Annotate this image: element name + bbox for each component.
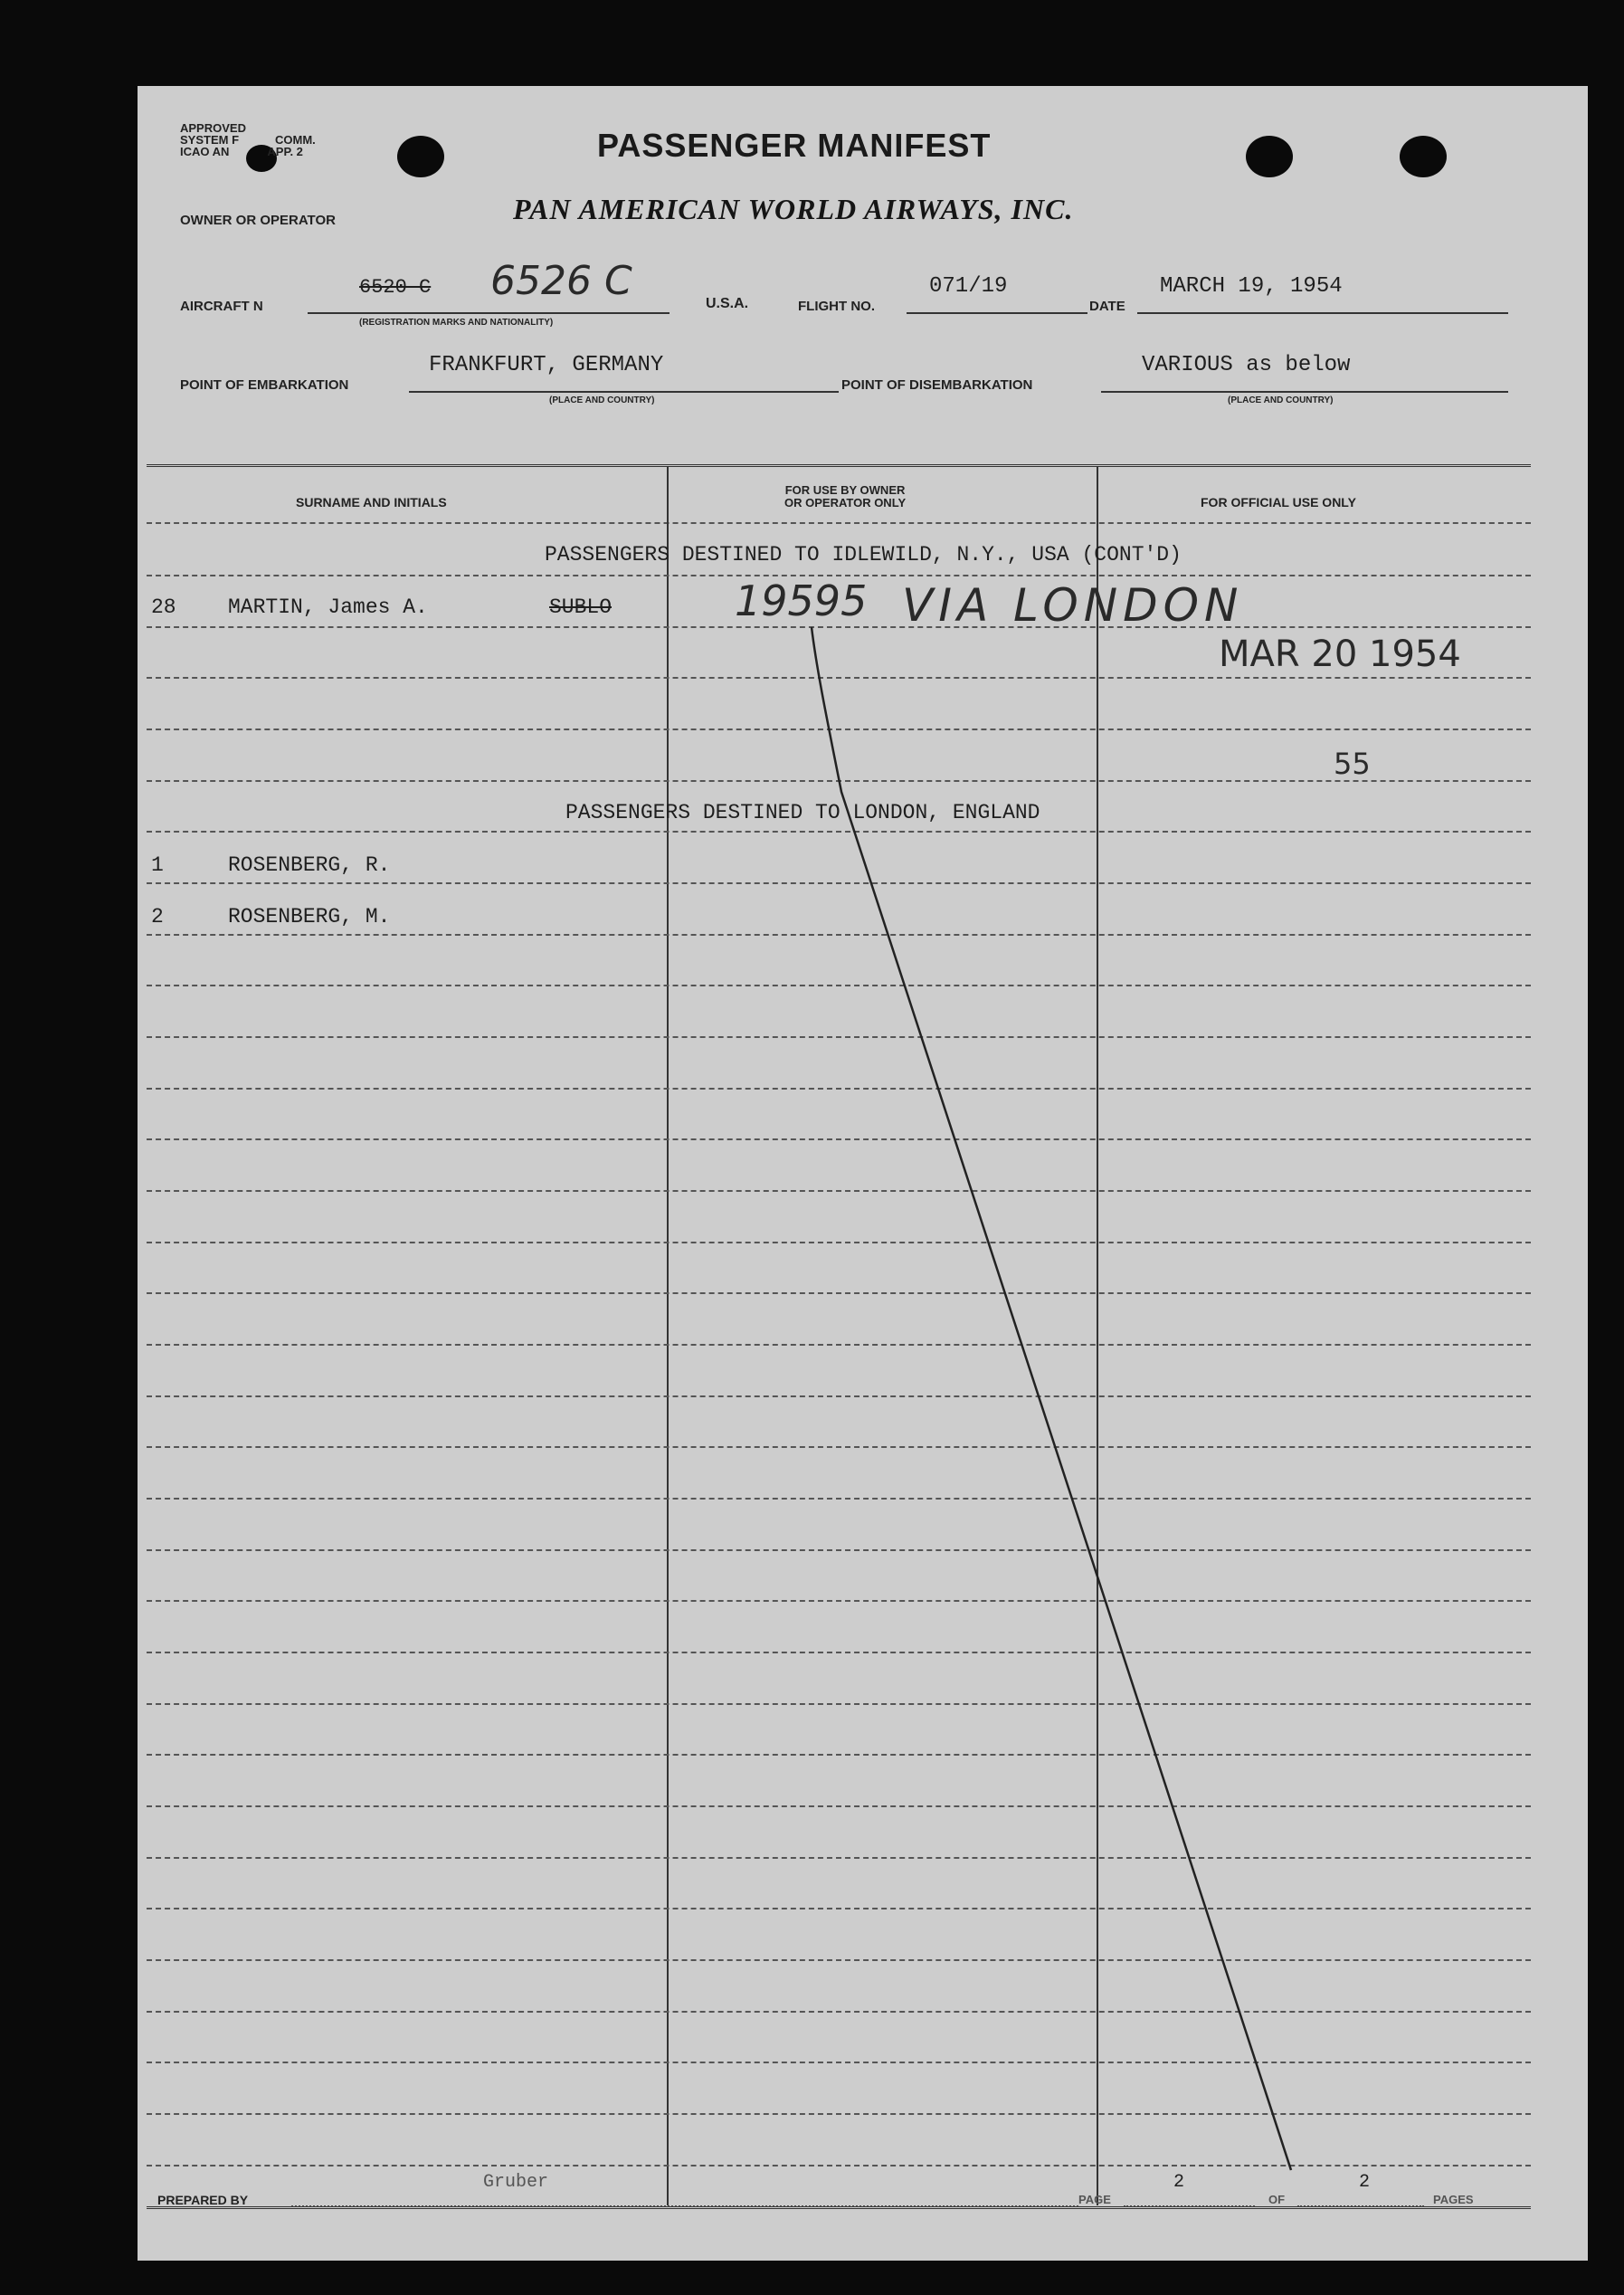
approval-line: SYSTEM F	[180, 133, 240, 147]
approval-line: COMM.	[275, 133, 316, 147]
embark-label: POINT OF EMBARKATION	[180, 377, 349, 393]
registration-caption: (REGISTRATION MARKS AND NATIONALITY)	[359, 318, 554, 328]
approval-line: APPROVED	[180, 121, 246, 135]
section-heading: PASSENGERS DESTINED TO IDLEWILD, N.Y., USA (CONT'D)	[545, 543, 1182, 567]
flight-value: 071/19	[929, 274, 1008, 299]
usa-label: U.S.A.	[706, 296, 749, 311]
of-value: 2	[1359, 2172, 1371, 2193]
prepared-value: Gruber	[483, 2172, 549, 2193]
pen-stroke	[138, 86, 1588, 2261]
column-header-owner-use-line: OR OPERATOR ONLY	[784, 496, 907, 509]
passenger-number: 1	[151, 853, 164, 877]
page-line	[1124, 2205, 1255, 2207]
date-label: DATE	[1089, 299, 1125, 314]
flight-label: FLIGHT NO.	[798, 299, 875, 314]
owner-value: PAN AMERICAN WORLD AIRWAYS, INC.	[513, 193, 1074, 225]
embark-value: FRANKFURT, GERMANY	[429, 353, 664, 377]
approval-line: APP. 2	[267, 145, 303, 158]
section-heading: PASSENGERS DESTINED TO LONDON, ENGLAND	[565, 801, 1040, 824]
passenger-struck-note: SUBLO	[549, 595, 613, 619]
disembark-value: VARIOUS as below	[1142, 353, 1351, 377]
passenger-number: 2	[151, 905, 164, 928]
owner-label: OWNER OR OPERATOR	[180, 213, 336, 228]
handwritten-number: 19595	[735, 576, 868, 625]
stamp-number: 55	[1334, 747, 1371, 781]
date-value: MARCH 19, 1954	[1160, 274, 1343, 299]
column-header-official: FOR OFFICIAL USE ONLY	[1201, 495, 1356, 509]
disembark-label: POINT OF DISEMBARKATION	[841, 377, 1033, 393]
stamp-date: MAR 20 1954	[1219, 633, 1461, 675]
passenger-name: ROSENBERG, R.	[228, 853, 391, 877]
of-line	[1297, 2205, 1424, 2207]
page-value: 2	[1173, 2172, 1185, 2193]
passenger-name: MARTIN, James A.	[228, 595, 428, 619]
column-header-surname: SURNAME AND INITIALS	[296, 495, 447, 509]
column-header-owner-use-line: FOR USE BY OWNER	[784, 483, 906, 497]
of-label: OF	[1268, 2193, 1286, 2206]
prepared-line	[291, 2205, 1078, 2207]
place-caption-embark: (PLACE AND COUNTRY)	[549, 395, 655, 405]
aircraft-label: AIRCRAFT N	[180, 299, 263, 314]
manifest-sheet	[138, 86, 1588, 2261]
passenger-name: ROSENBERG, M.	[228, 905, 391, 928]
handwritten-note: VIA LONDON	[902, 579, 1244, 632]
passenger-number: 28	[151, 595, 176, 619]
page-label: PAGE	[1078, 2193, 1111, 2206]
place-caption-disembark: (PLACE AND COUNTRY)	[1228, 395, 1334, 405]
aircraft-struck: 6520-C	[359, 276, 432, 299]
page-title: PASSENGER MANIFEST	[597, 127, 992, 164]
prepared-label: PREPARED BY	[157, 2193, 249, 2207]
pages-label: PAGES	[1433, 2193, 1474, 2206]
aircraft-value: 6526 C	[490, 258, 632, 304]
approval-line: ICAO AN	[180, 145, 230, 158]
